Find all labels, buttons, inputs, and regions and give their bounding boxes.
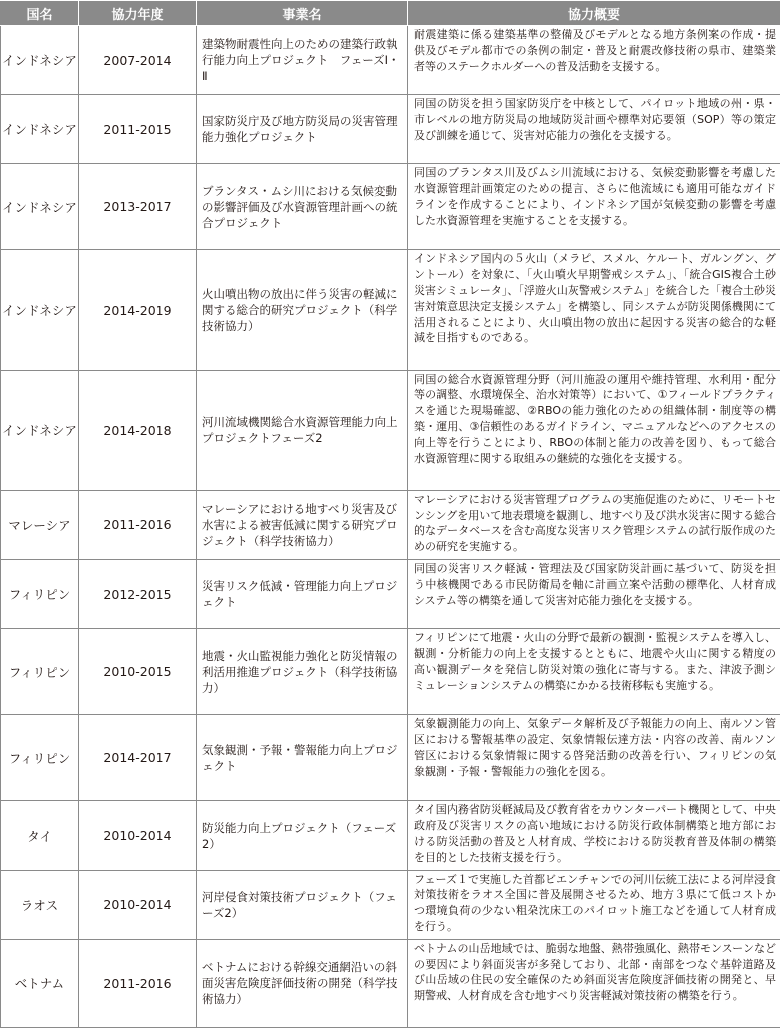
row-country: フィリピン	[1, 560, 79, 629]
table-row	[1, 164, 780, 250]
row-summary: 耐震建築に係る建築基準の整備及びモデルとなる地方条例案の作成・提供及びモデル都市での条例の制定・普及と耐震改修技術の県市、建築業者等のステークホルダーへの普及活動を支援する。	[408, 26, 780, 95]
table-row	[1, 560, 780, 629]
header-period: 協力年度	[79, 1, 197, 26]
row-project: マレーシアにおける地すべり災害及び水害による被害低減に関する研究プロジェクト（科学技術協力）	[197, 490, 408, 559]
row-project: 国家防災庁及び地方防災局の災害管理能力強化プロジェクト	[197, 95, 408, 164]
row-project: ベトナムにおける幹線交通網沿いの斜面災害危険度評価技術の開発（科学技術協力）	[197, 939, 408, 1027]
header-summary: 協力概要	[408, 1, 780, 26]
row-summary: フェーズ１で実施した首都ビエンチャンでの河川伝統工法による河岸浸食対策技術をラオス全国に普及展開させるため、地方３県にて低コストかつ環境負荷の少ない粗朶沈床工のパイロット施工などを通して人材育成を行う。	[408, 870, 780, 939]
row-country: ラオス	[1, 870, 79, 939]
row-country: ベトナム	[1, 939, 79, 1027]
row-period: 2011-2016	[79, 939, 197, 1027]
table-row	[1, 26, 780, 95]
row-country: インドネシア	[1, 26, 79, 95]
row-period: 2011-2016	[79, 490, 197, 559]
row-project: 防災能力向上プロジェクト（フェーズ2）	[197, 801, 408, 870]
row-summary: 同国の災害リスク軽減・管理法及び国家防災計画に基づいて、防災を担う中核機関である市民防衛局を軸に計画立案や活動の標準化、人材育成システム等の構築を通して災害対応能力強化を支援する。	[408, 560, 780, 629]
row-period: 2010-2015	[79, 629, 197, 715]
table-row	[1, 870, 780, 939]
row-project: 建築物耐震性向上のための建築行政執行能力向上プロジェクト フェーズⅠ・Ⅱ	[197, 26, 408, 95]
row-summary: インドネシア国内の５火山（メラピ、スメル、ケルート、ガルングン、グントール）を対象に、「火山噴火早期警戒システム」、「統合GIS複合土砂災害シミュレータ」、「浮遊火山灰警戒システム」を統合した「複合土砂災害対策意思決定支援システム」を構築し、同システムが防災関係機関にて活用されることにより、火山噴出物の放出に起因する災害の総合的な軽減を目指すものである。	[408, 250, 780, 370]
row-summary: 同国の総合水資源管理分野（河川施設の運用や維持管理、水利用・配分等の調整、水環境保全、治水対策等）において、①フィールドプラクティスを通じた現場確認、②RBOの能力強化のための組織体制・制度等の構築・運用、③信頼性のあるガイドライン、マニュアルなどへのアクセスの向上等を行うことにより、RBOの体制と能力の改善を図り、もって総合水資源管理に関する取組みの継続的な強化を支援する。	[408, 370, 780, 490]
header-project: 事業名	[197, 1, 408, 26]
row-period: 2012-2015	[79, 560, 197, 629]
row-period: 2007-2014	[79, 26, 197, 95]
row-project: 河川流域機関総合水資源管理能力向上プロジェクトフェーズ2	[197, 370, 408, 490]
table-row	[1, 95, 780, 164]
table-row	[1, 629, 780, 715]
row-country: インドネシア	[1, 250, 79, 370]
row-project: 気象観測・予報・警報能力向上プロジェクト	[197, 715, 408, 801]
row-project: 河岸侵食対策技術プロジェクト（フェーズ2）	[197, 870, 408, 939]
row-period: 2010-2014	[79, 801, 197, 870]
row-period: 2011-2015	[79, 95, 197, 164]
row-country: マレーシア	[1, 490, 79, 559]
row-country: インドネシア	[1, 370, 79, 490]
row-period: 2013-2017	[79, 164, 197, 250]
row-country: フィリピン	[1, 629, 79, 715]
header-row	[1, 1, 780, 26]
row-summary: 気象観測能力の向上、気象データ解析及び予報能力の向上、南ルソン管区における警報基準の設定、気象情報伝達方法・内容の改善、南ルソン管区における気象情報に関する啓発活動の改善を行い、フィリピンの気象観測・予報・警報能力の強化を図る。	[408, 715, 780, 801]
table-row	[1, 250, 780, 370]
table-row	[1, 939, 780, 1027]
table-row	[1, 715, 780, 801]
row-summary: フィリピンにて地震・火山の分野で最新の観測・監視システムを導入し、観測・分析能力の向上を支援するとともに、地震や火山に関する精度の高い観測データを発信し防災対策の強化に寄与する。また、津波予測シミュレーションシステムの構築にかかる技術移転も実施する。	[408, 629, 780, 715]
row-project: ブランタス・ムシ川における気候変動の影響評価及び水資源管理計画への統合プロジェクト	[197, 164, 408, 250]
row-summary: マレーシアにおける災害管理プログラムの実施促進のために、リモートセンシングを用いて地表環境を観測し、地すべり及び洪水災害に関する総合的なデータベースを含む高度な災害リスク管理システムの試行版作成のための研究を実施する。	[408, 490, 780, 559]
row-summary: 同国の防災を担う国家防災庁を中核として、パイロット地域の州・県・市レベルの地方防災局の地域防災計画や標準対応要領（SOP）等の策定及び訓練を通じて、災害対応能力の強化を支援する。	[408, 95, 780, 164]
row-period: 2014-2017	[79, 715, 197, 801]
header-country: 国名	[1, 1, 79, 26]
row-summary: タイ国内務省防災軽減局及び教育省をカウンターパート機関として、中央政府及び災害リスクの高い地域における防災行政体制構築と地方部における防災活動の普及と人材育成、学校における防災教育普及体制の構築を目的とした技術支援を行う。	[408, 801, 780, 870]
row-country: インドネシア	[1, 95, 79, 164]
row-period: 2014-2018	[79, 370, 197, 490]
row-country: タイ	[1, 801, 79, 870]
table-row	[1, 370, 780, 490]
row-project: 火山噴出物の放出に伴う災害の軽減に関する総合的研究プロジェクト（科学技術協力）	[197, 250, 408, 370]
table-row	[1, 490, 780, 559]
row-summary: 同国のブランタス川及びムシ川流域における、気候変動影響を考慮した水資源管理計画策定のための提言、さらに他流域にも適用可能なガイドラインを作成することにより、インドネシア国が気候変動の影響を考慮した水資源管理を実施することを支援する。	[408, 164, 780, 250]
row-country: インドネシア	[1, 164, 79, 250]
row-summary: ベトナムの山岳地域では、脆弱な地盤、熱帯強風化、熱帯モンスーンなどの要因により斜面災害が多発しており、北部・南部をつなぐ基幹道路及び山岳域の住民の安全確保のため斜面災害危険度評価技術の開発と、早期警戒、人材育成を含む地すべり災害軽減対策技術の構築を行う。	[408, 939, 780, 1027]
row-period: 2010-2014	[79, 870, 197, 939]
row-period: 2014-2019	[79, 250, 197, 370]
row-project: 災害リスク低減・管理能力向上プロジェクト	[197, 560, 408, 629]
row-country: フィリピン	[1, 715, 79, 801]
row-project: 地震・火山監視能力強化と防災情報の利活用推進プロジェクト（科学技術協力）	[197, 629, 408, 715]
table-row	[1, 801, 780, 870]
